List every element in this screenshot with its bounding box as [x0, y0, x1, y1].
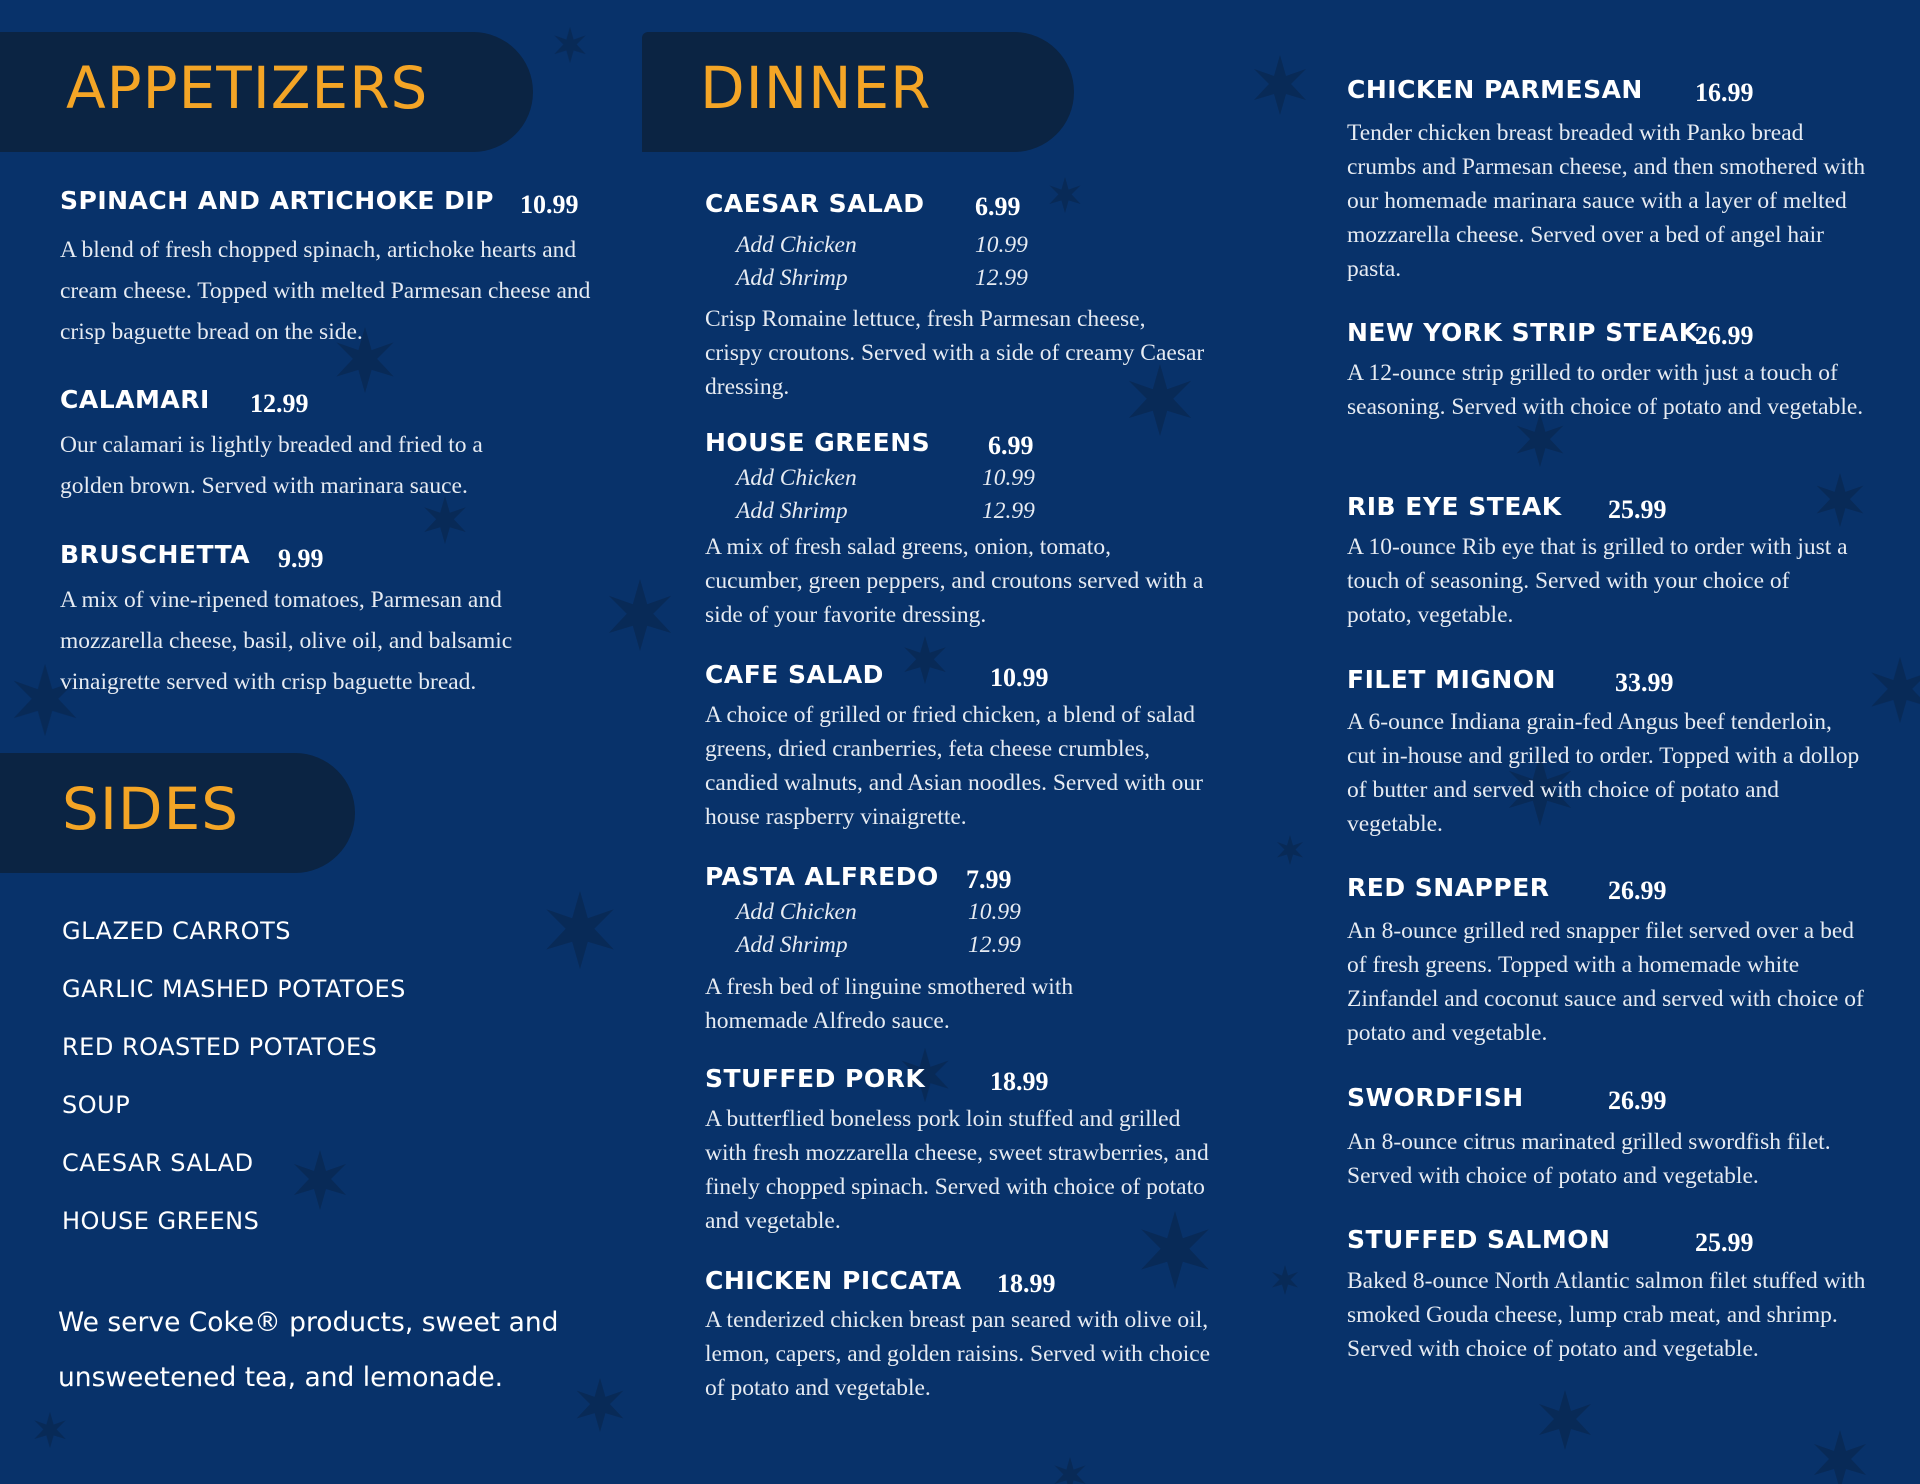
side-item: HOUSE GREENS — [62, 1207, 260, 1235]
item-price: 6.99 — [988, 431, 1034, 460]
addon-price: 10.99 — [975, 232, 1028, 258]
item-name: HOUSE GREENS — [705, 428, 931, 457]
item-description: A 10-ounce Rib eye that is grilled to order with just a touch of seasoning. Served with your choice of potato, vegetable. — [1347, 534, 1848, 628]
item-price: 25.99 — [1608, 495, 1667, 524]
addon-price: 12.99 — [975, 265, 1028, 291]
appetizers-banner — [0, 32, 533, 152]
item-name: STUFFED PORK — [705, 1064, 926, 1093]
item-description: A 12-ounce strip grilled to order with just a touch of seasoning. Served with choice of potato and vegetable. — [1347, 360, 1864, 420]
addon-label: Add Chicken — [736, 232, 857, 258]
item-name: CHICKEN PICCATA — [705, 1266, 962, 1295]
item-name: NEW YORK STRIP STEAK — [1347, 318, 1699, 347]
dinner-banner — [642, 32, 1074, 152]
dinner-heading: DINNER — [700, 54, 932, 122]
item-description: An 8-ounce citrus marinated grilled swordfish filet. Served with choice of potato and vegetable. — [1347, 1129, 1831, 1189]
addon-price: 12.99 — [982, 498, 1035, 524]
item-description: A mix of fresh salad greens, onion, tomato, cucumber, green peppers, and croutons served with a side of your favorite dressing. — [705, 534, 1204, 628]
item-description: Baked 8-ounce North Atlantic salmon filet stuffed with smoked Gouda cheese, lump crab meat, and shrimp. Served with choice of potato and vegetable. — [1347, 1268, 1866, 1362]
item-name: CALAMARI — [60, 385, 210, 414]
item-price: 7.99 — [966, 865, 1012, 894]
sides-heading: SIDES — [62, 775, 240, 843]
item-price: 6.99 — [975, 192, 1021, 221]
item-name: SPINACH AND ARTICHOKE DIP — [60, 186, 494, 215]
item-name: FILET MIGNON — [1347, 665, 1556, 694]
item-price: 25.99 — [1695, 1228, 1754, 1257]
item-description: Crisp Romaine lettuce, fresh Parmesan cheese, crispy croutons. Served with a side of creamy Caesar dressing. — [705, 306, 1205, 400]
addon-price: 12.99 — [968, 932, 1021, 958]
item-price: 26.99 — [1608, 876, 1667, 905]
addon-label: Add Chicken — [736, 899, 857, 925]
item-description: An 8-ounce grilled red snapper filet served over a bed of fresh greens. Topped with a homemade white Zinfandel and coconut sauce and served with choice of potato and vegetable. — [1347, 918, 1864, 1046]
beverage-note: We serve Coke® products, sweet and unsweetened tea, and lemonade. — [58, 1307, 559, 1393]
item-name: SWORDFISH — [1347, 1083, 1524, 1112]
item-name: PASTA ALFREDO — [705, 862, 939, 891]
item-price: 10.99 — [990, 663, 1049, 692]
item-name: CAESAR SALAD — [705, 189, 925, 218]
item-price: 9.99 — [278, 544, 324, 573]
item-description: A fresh bed of linguine smothered with homemade Alfredo sauce. — [705, 974, 1074, 1034]
item-price: 10.99 — [520, 190, 579, 219]
addon-price: 10.99 — [982, 465, 1035, 491]
appetizers-heading: APPETIZERS — [66, 54, 429, 122]
item-name: RIB EYE STEAK — [1347, 492, 1562, 521]
item-name: STUFFED SALMON — [1347, 1225, 1611, 1254]
addon-price: 10.99 — [968, 899, 1021, 925]
item-description: A blend of fresh chopped spinach, artichoke hearts and cream cheese. Topped with melted Parmesan cheese and crisp baguette bread on the side. — [60, 237, 591, 345]
item-description: A butterflied boneless pork loin stuffed and grilled with fresh mozzarella cheese, sweet strawberries, and finely chopped spinach. Served with choice of potato and vegetable. — [705, 1106, 1209, 1234]
item-description: A choice of grilled or fried chicken, a blend of salad greens, dried cranberries, feta cheese crumbles, candied walnuts, and Asian noodles. Served with our house raspberry vinaigrette. — [705, 702, 1203, 830]
addon-label: Add Shrimp — [736, 932, 848, 958]
item-name: CAFE SALAD — [705, 660, 884, 689]
side-item: SOUP — [62, 1091, 131, 1119]
item-price: 33.99 — [1615, 668, 1674, 697]
side-item: GARLIC MASHED POTATOES — [62, 975, 406, 1003]
item-name: CHICKEN PARMESAN — [1347, 75, 1643, 104]
item-name: BRUSCHETTA — [60, 540, 251, 569]
item-price: 18.99 — [997, 1269, 1056, 1298]
side-item: CAESAR SALAD — [62, 1149, 254, 1177]
addon-label: Add Shrimp — [736, 498, 848, 524]
item-price: 26.99 — [1695, 321, 1754, 350]
item-description: A 6-ounce Indiana grain-fed Angus beef tenderloin, cut in-house and grilled to order. Topped with a dollop of butter and served with choice of potato and vegetable. — [1347, 709, 1860, 837]
item-description: A mix of vine-ripened tomatoes, Parmesan and mozzarella cheese, basil, olive oil, and balsamic vinaigrette served with crisp baguette bread. — [60, 587, 513, 695]
addon-label: Add Shrimp — [736, 265, 848, 291]
side-item: RED ROASTED POTATOES — [62, 1033, 378, 1061]
item-description: Tender chicken breast breaded with Panko bread crumbs and Parmesan cheese, and then smothered with our homemade marinara sauce with a layer of melted mozzarella cheese. Served over a bed of angel hair pasta. — [1347, 120, 1866, 282]
item-description: A tenderized chicken breast pan seared with olive oil, lemon, capers, and golden raisins. Served with choice of potato and vegetable. — [705, 1307, 1211, 1401]
item-price: 12.99 — [250, 389, 309, 418]
item-name: RED SNAPPER — [1347, 873, 1550, 902]
item-description: Our calamari is lightly breaded and fried to a golden brown. Served with marinara sauce. — [60, 432, 483, 499]
item-price: 26.99 — [1608, 1086, 1667, 1115]
side-item: GLAZED CARROTS — [62, 917, 291, 945]
item-price: 16.99 — [1695, 78, 1754, 107]
addon-label: Add Chicken — [736, 465, 857, 491]
sides-banner — [0, 753, 355, 873]
item-price: 18.99 — [990, 1067, 1049, 1096]
